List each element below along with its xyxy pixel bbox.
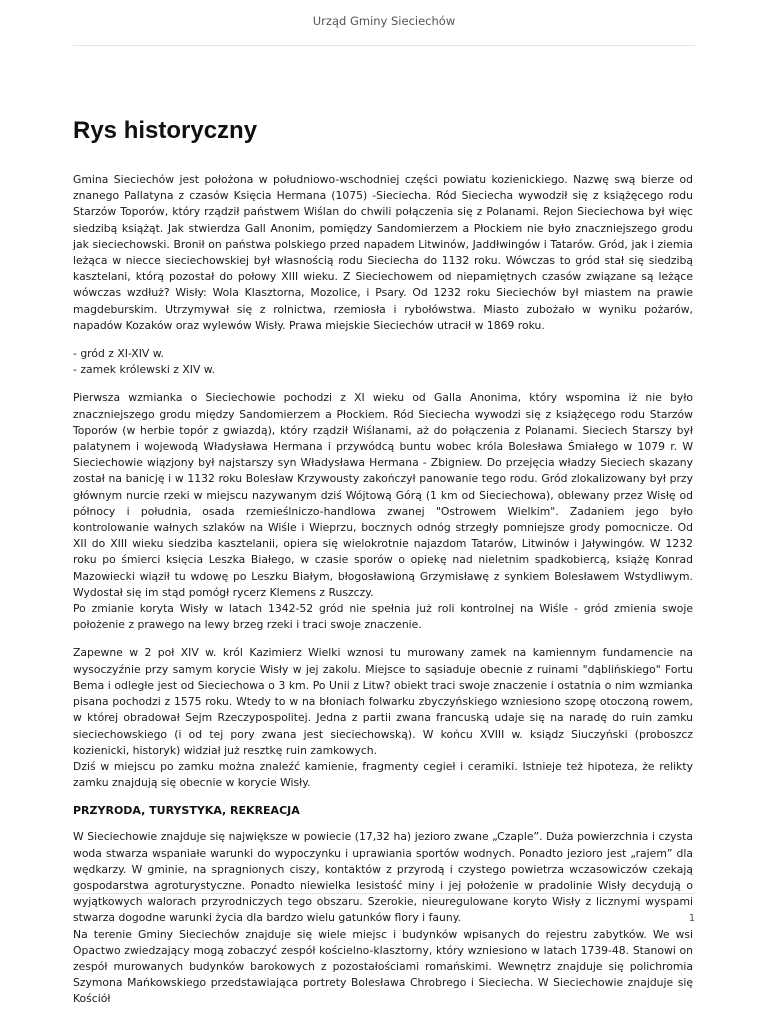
footer-divider: [73, 893, 695, 894]
page-title: Rys historyczny: [73, 117, 258, 144]
nature-paragraph-1: W Sieciechowie znajduje się największe w powiecie (17,32 ha) jezioro zwane „Czaple”. Duża powierzchnia i czysta woda stwarza wspaniałe warunki do wypoczynku i uprawiania sportów wodnych. Ponadto jezioro jest „rajem” dla wędkarzy. W gminie, na spragnionych ciszy, kontaktów z przyrodą i czystego powietrza wczasowiczów czekają gospodarstwa agroturystyczne. Ponadto niewielka lesistość miny i jej położenie w pradolinie Wisły decydują o wyjątkowych walorach przyrodniczych tego obszaru. Szerokie, nieuregulowane koryto Wisły z licznymi wyspami stwarza dogodne warunki życia dla bardzo wielu gatunków flory i fauny. Na terenie Gminy Sieciechów znajduje się wiele miejsc i budynków wpisanych do rejestru zabytków. We wsi Opactwo zwiedzający mogą zobaczyć zespół kościelno-klasztorny, który wzniesiono w latach 1739-48. Stanowi on zespół murowanych budynków barokowych z pozostałościami romańskimi. Wewnętrz znajduje się polichromia Szymona Mańkowskiego przedstawiająca portrety Bolesława Chrobrego i Sieciecha. W Sieciechowie znajduje się Kościół: [73, 830, 693, 1006]
nature-section-heading: PRZYRODA, TURYSTYKA, REKREACJA: [73, 804, 300, 818]
header-divider: [73, 45, 695, 46]
history-list: - gród z XI-XIV w. - zamek królewski z XIV w.: [73, 347, 216, 377]
page-number: 1: [688, 913, 695, 924]
history-paragraph-3: Zapewne w 2 poł XIV w. król Kazimierz Wielki wznosi tu murowany zamek na kamiennym fundamencie na wysoczyźnie przy samym korycie Wisły w jej zakolu. Miejsce to sąsiaduje obecnie z ruinami "dąblińskiego" Fortu Bema i odległe jest od Sieciechowa o 3 km. Po Unii z Litw? obiekt traci swoje znaczenie i ostatnia o nim wzmianka pisana pochodzi z 1575 roku. Wtedy to w na błoniach folwarku zbyczyńskiego wzniesiono szopę otoczoną rowem, w której obradował Sejm Rzeczypospolitej. Jedna z partii zwana francuską udaje się na naradę do ruin zamku sieciechowskiego (i od tej pory zwana jest sieciechowską). W końcu XVIII w. ksiądz Siuczyński (proboszcz kozienicki, historyk) widział już resztkę ruin zamkowych. Dziś w miejscu po zamku można znaleźć kamienie, fragmenty cegieł i ceramiki. Istnieje też hipoteza, że relikty zamku znajdują się obecnie w korycie Wisły.: [73, 646, 693, 790]
history-paragraph-1: Gmina Sieciechów jest położona w południowo-wschodniej części powiatu kozienickiego. Nazwę swą bierze od znanego Pallatyna z czasów Księcia Hermana (1075) -Sieciecha. Ród Sieciecha wywodził się z książęcego rodu Starzów Toporów, który rządził państwem Wiślan do chwili połączenia się z Polanami. Rejon Sieciechowa był więc siedzibą książąt. Jak stwierdza Gall Anonim, pomiędzy Sandomierzem a Płockiem nie było znaczniejszego grodu jak sieciechowski. Bronił on państwa polskiego przed napadem Litwinów, Jaddłwingów i Tatarów. Gród, jak i ziemia leżąca w niecce sieciechowskiej był własnością rodu Sieciecha do 1132 roku. Wówczas to gród stał się siedzibą kasztelani, którą pozostał do połowy XIII wieku. Z Sieciechowem od niepamiętnych czasów związane są leżące wówczas wzdłuż? Wisły: Wola Klasztorna, Mozolice, i Psary. Od 1232 roku Sieciechów był miastem na prawie magdeburskim. Utrzymywał się z rolnictwa, rzemiosła i rybołówstwa. Miasto zubożało w wyniku pożarów, napadów Kozaków oraz wylewów Wisły. Prawa miejskie Sieciechów utracił w 1869 roku.: [73, 173, 693, 332]
history-paragraph-2: Pierwsza wzmianka o Sieciechowie pochodzi z XI wieku od Galla Anonima, który wspomina iż nie było znaczniejszego grodu między Sandomierzem a Płockiem. Ród Sieciecha wywodzi się z książęcego rodu Starzów Toporów (w herbie topór z gwiazdą), który rządził Wiślanami, aż do połączenia z Polanami. Sieciech Starszy był palatynem i wojewodą Władysława Hermana i przywódcą buntu wobec króla Bolesława Śmiałego w 1079 r. W Sieciechowie wiązjony był najstarszy syn Władysława Hermana - Zbigniew. Do przejęcia władzy Sieciech skazany został na banicję i w 1132 roku Bolesław Krzywousty zakończył panowanie tego rodu. Gród zlokalizowany był przy głównym nurcie rzeki w miejscu nazywanym dziś Wójtową Górą (1 km od Sieciechowa), oblewany przez Wisłę od północy i południa, osada rzemieślniczo-handlowa zwanej "Ostrowem Wielkim". Zadaniem jego było kontrolowanie wałnych szlaków na Wiśle i Wieprzu, bocznych odnóg strzegły pomniejsze grody pomocnicze. Od XII do XIII wieku siedziba kasztelanii, opiera się wielokrotnie najazdom Tatarów, Litwinów i Jaływingów. W 1232 roku po śmierci księcia Leszka Białego, w czasie sporów o opiekę nad nieletnim spadkobiercą, książę Konrad Mazowiecki wiąził tu wdowę po Leszku Białym, błogosławioną Grzymisławę z synkiem Bolesławem Wstydliwym. Wydostał się im stąd pomógł rycerz Klemens z Ruszczy. Po zmianie koryta Wisły w latach 1342-52 gród nie spełnia już roli kontrolnej na Wiśle - gród zmienia swoje położenie z prawego na lewy brzeg rzeki i traci swoje znaczenie.: [73, 391, 693, 632]
document-header: Urząd Gminy Sieciechów: [312, 14, 456, 28]
